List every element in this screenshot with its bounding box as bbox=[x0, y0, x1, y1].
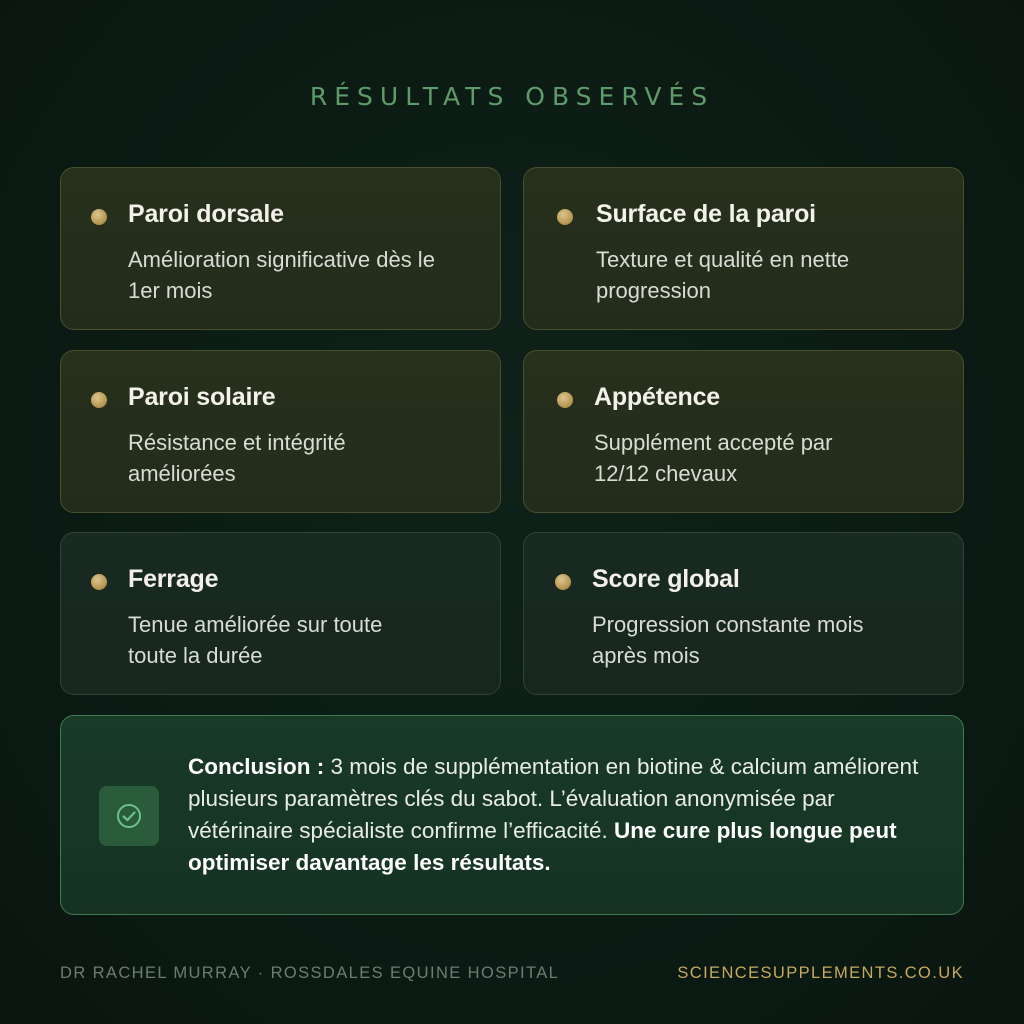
check-circle-icon bbox=[99, 786, 159, 846]
card-title: Ferrage bbox=[128, 565, 219, 593]
bullet-dot-icon bbox=[91, 574, 107, 590]
card-title: Score global bbox=[592, 565, 740, 593]
conclusion-label: Conclusion : bbox=[188, 754, 325, 779]
conclusion-text bbox=[188, 751, 928, 879]
bullet-dot-icon bbox=[555, 574, 571, 590]
card-title: Paroi dorsale bbox=[128, 200, 284, 228]
card-text: Progression constante mois après mois bbox=[592, 612, 864, 668]
page-title: RÉSULTATS OBSERVÉS bbox=[309, 82, 715, 111]
bullet-dot-icon bbox=[557, 392, 573, 408]
card-text: Résistance et intégrité améliorées bbox=[128, 430, 346, 486]
footer-website: SCIENCESUPPLEMENTS.CO.UK bbox=[677, 964, 964, 982]
bullet-dot-icon bbox=[557, 209, 573, 225]
result-card-paroi-dorsale bbox=[60, 167, 501, 330]
conclusion-emphasis: Une cure plus longue peut optimiser davantage les résultats. bbox=[188, 818, 897, 875]
conclusion-panel bbox=[60, 715, 964, 915]
footer-author: DR RACHEL MURRAY · ROSSDALES EQUINE HOSPITAL bbox=[60, 964, 560, 982]
result-card-paroi-solaire bbox=[60, 350, 501, 513]
result-card-score-global bbox=[523, 532, 964, 695]
card-text: Supplément accepté par 12/12 chevaux bbox=[594, 430, 833, 486]
card-text: Tenue améliorée sur toute toute la durée bbox=[128, 612, 383, 668]
card-title: Paroi solaire bbox=[128, 383, 276, 411]
conclusion-body: 3 mois de supplémentation en biotine & calcium améliorent plusieurs paramètres clés du sabot. L’évaluation anonymisée par vétérinaire spécialiste confirme l’efficacité. bbox=[188, 754, 919, 843]
card-text: Amélioration significative dès le 1er mois bbox=[128, 247, 435, 303]
result-card-surface-paroi bbox=[523, 167, 964, 330]
card-text: Texture et qualité en nette progression bbox=[596, 247, 850, 303]
card-title: Appétence bbox=[594, 383, 721, 411]
bullet-dot-icon bbox=[91, 209, 107, 225]
result-card-appetence bbox=[523, 350, 964, 513]
bullet-dot-icon bbox=[91, 392, 107, 408]
result-card-ferrage bbox=[60, 532, 501, 695]
card-title: Surface de la paroi bbox=[596, 200, 816, 228]
